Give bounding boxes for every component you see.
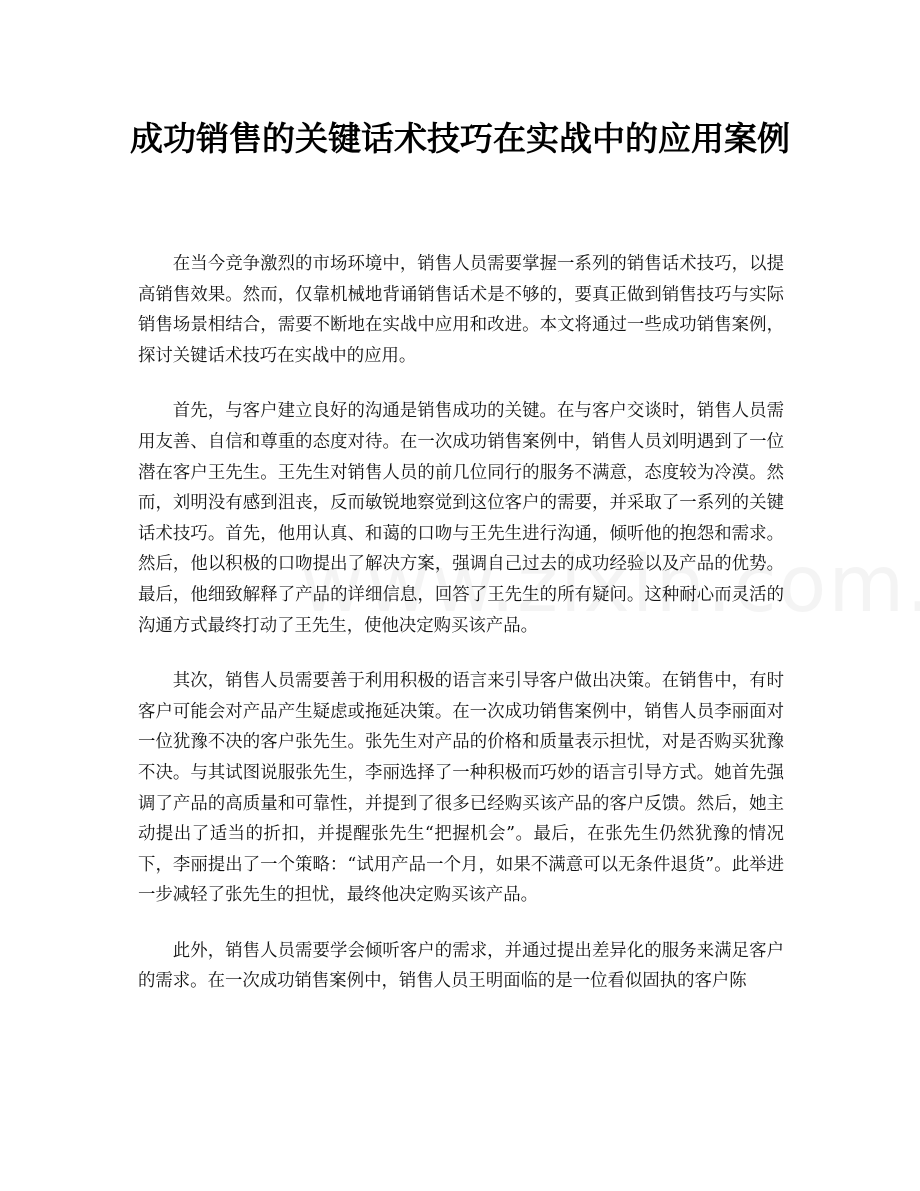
document-body (138, 249, 784, 1022)
paragraph-4: 此外，销售人员需要学会倾听客户的需求，并通过提出差异化的服务来满足客户的需求。在一次成功销售案例中，销售人员王明面临的是一位看似固执的客户陈 (138, 940, 784, 992)
paragraph-2: 首先，与客户建立良好的沟通是销售成功的关键。在与客户交谈时，销售人员需用友善、自信和尊重的态度对待。在一次成功销售案例中，销售人员刘明遇到了一位潜在客户王先生。王先生对销售人员的前几位同行的服务不满意，态度较为冷漠。然而，刘明没有感到沮丧，反而敏锐地察觉到这位客户的需要，并采取了一系列的关键话术技巧。首先，他用认真、和蔼的口吻与王先生进行沟通，倾听他的抱怨和需求。然后，他以积极的口吻提出了解决方案，强调自己过去的成功经验以及产品的优势。最后，他细致解释了产品的详细信息，回答了王先生的所有疑问。这种耐心而灵活的沟通方式最终打动了王先生，使他决定购买该产品。 (138, 401, 784, 636)
document-title: 成功销售的关键话术技巧在实战中的应用案例 (130, 119, 790, 158)
paragraph-3: 其次，销售人员需要善于利用积极的语言来引导客户做出决策。在销售中，有时客户可能会对产品产生疑虑或拖延决策。在一次成功销售案例中，销售人员李丽面对一位犹豫不决的客户张先生。张先生对产品的价格和质量表示担忧，对是否购买犹豫不决。与其试图说服张先生，李丽选择了一种积极而巧妙的语言引导方式。她首先强调了产品的高质量和可靠性，并提到了很多已经购买该产品的客户反馈。然后，她主动提出了适当的折扣，并提醒张先生“把握机会”。最后，在张先生仍然犹豫的情况下，李丽提出了一个策略：“试用产品一个月，如果不满意可以无条件退货”。此举进一步减轻了张先生的担忧，最终他决定购买该产品。 (138, 671, 784, 906)
paragraph-1: 在当今竞争激烈的市场环境中，销售人员需要掌握一系列的销售话术技巧，以提高销售效果。然而，仅靠机械地背诵销售话术是不够的，要真正做到销售技巧与实际销售场景相结合，需要不断地在实战中应用和改进。本文将通过一些成功销售案例，探讨关键话术技巧在实战中的应用。 (138, 254, 784, 366)
